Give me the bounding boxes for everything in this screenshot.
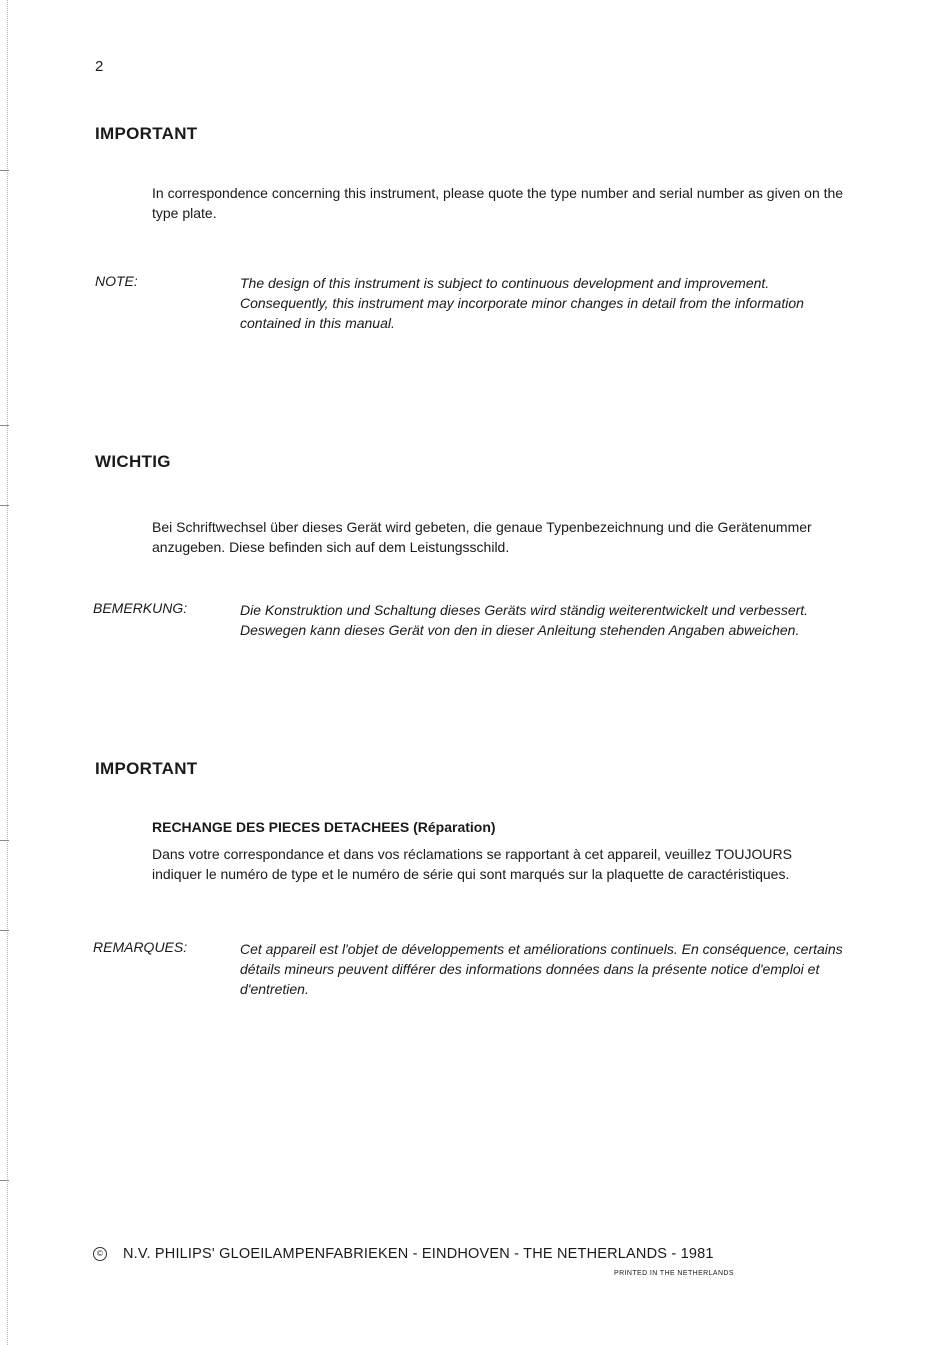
footer-publisher: N.V. PHILIPS' GLOEILAMPENFABRIEKEN - EINDHOVEN - THE NETHERLANDS - 1981 bbox=[123, 1246, 714, 1262]
copyright-icon: © bbox=[93, 1247, 107, 1261]
binding-mark bbox=[0, 505, 9, 506]
binding-mark bbox=[0, 930, 9, 931]
binding-edge bbox=[7, 0, 9, 1345]
heading-wichtig: WICHTIG bbox=[95, 452, 171, 471]
paragraph-de: Bei Schriftwechsel über dieses Gerät wird gebeten, die genaue Typenbezeichnung und die Gerätenummer anzugeben. Diese befinden sich auf dem Leistungsschild. bbox=[152, 519, 812, 555]
note-label-de: BEMERKUNG: bbox=[93, 600, 188, 616]
paragraph-en: In correspondence concerning this instrument, please quote the type number and serial number as given on the type plate. bbox=[152, 185, 844, 221]
note-label-en: NOTE: bbox=[95, 273, 138, 289]
heading-important-fr: IMPORTANT bbox=[95, 759, 198, 778]
footer-publisher-line bbox=[93, 1246, 714, 1262]
paragraph-fr: Dans votre correspondance et dans vos réclamations se rapportant à cet appareil, veuillez TOUJOURS indiquer le numéro de type et le numéro de série qui sont marqués sur la plaquette de caractéristiques. bbox=[152, 846, 792, 882]
heading-important-en: IMPORTANT bbox=[95, 124, 198, 143]
note-label-fr: REMARQUES: bbox=[93, 939, 188, 955]
note-text-en: The design of this instrument is subject to continuous development and improvement. Consequently, this instrument may incorporate minor changes in detail from the information contained in this manual. bbox=[240, 275, 804, 331]
page-number: 2 bbox=[95, 58, 104, 75]
subheading-fr: RECHANGE DES PIECES DETACHEES (Réparation) bbox=[152, 819, 496, 835]
note-text-de: Die Konstruktion und Schaltung dieses Geräts wird ständig weiterentwickelt und verbessert. Deswegen kann dieses Gerät von den in dieser Anleitung stehenden Angaben abweichen. bbox=[240, 602, 809, 638]
binding-mark bbox=[0, 170, 9, 171]
binding-mark bbox=[0, 1180, 9, 1181]
binding-mark bbox=[0, 425, 9, 426]
note-text-fr: Cet appareil est l'objet de développements et améliorations continuels. En conséquence, certains détails mineurs peuvent différer des informations données dans la présente notice d'emploi et d'entretien. bbox=[240, 941, 843, 997]
binding-mark bbox=[0, 840, 9, 841]
printed-in-note: PRINTED IN THE NETHERLANDS bbox=[614, 1270, 734, 1277]
